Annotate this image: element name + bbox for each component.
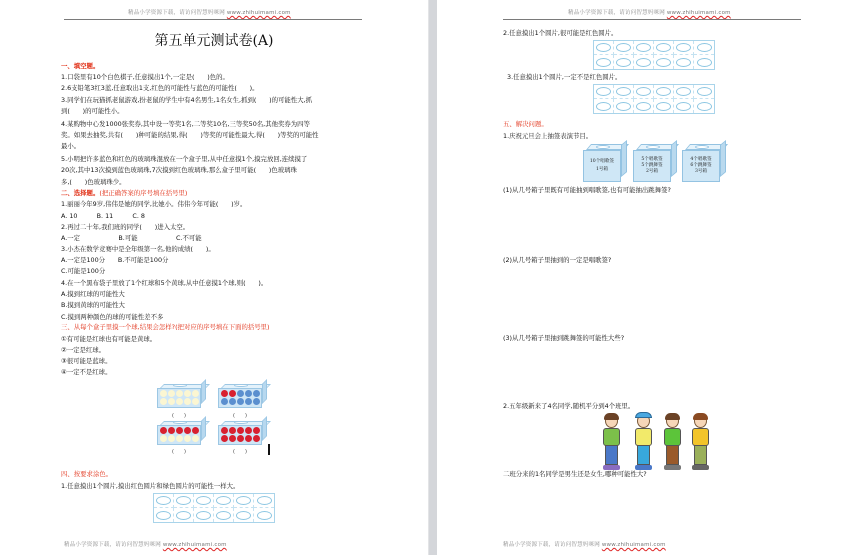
answer-paren-1: ( ) (172, 413, 186, 419)
page-gutter (428, 0, 437, 555)
circle-disc-icon[interactable] (697, 43, 712, 52)
ball-icon (160, 398, 167, 405)
s1-line-6: 奖。如果去抽奖,共有( )种可能的结果,得( )等奖的可能性最大,得( )等奖的可能性 (61, 131, 319, 139)
page-header (568, 8, 731, 16)
grid-cell[interactable] (634, 99, 654, 113)
grid-cell[interactable] (594, 99, 614, 113)
grid-cell[interactable] (594, 41, 614, 55)
ball-icon (192, 398, 199, 405)
page-footer (503, 540, 666, 548)
grid-cell[interactable] (214, 494, 234, 508)
circle-disc-icon[interactable] (216, 496, 231, 505)
grid-cell[interactable] (694, 85, 714, 99)
circle-disc-icon[interactable] (676, 102, 691, 111)
balls (221, 427, 260, 442)
ball-icon (229, 435, 236, 442)
boy-figure-2 (632, 414, 654, 472)
ball-icon (237, 435, 244, 442)
s5-p2-question: 二班分来的1名同学是男生还是女生,哪种可能性大? (503, 470, 647, 478)
ball-icon (184, 398, 191, 405)
circle-disc-icon[interactable] (616, 58, 631, 67)
balls (221, 390, 260, 405)
grid-cell[interactable] (614, 41, 634, 55)
circle-disc-icon[interactable] (636, 102, 651, 111)
circle-disc-icon[interactable] (236, 496, 251, 505)
circle-disc-icon[interactable] (676, 43, 691, 52)
box-content: 4个唱歌签 (690, 157, 712, 162)
lottery-box-1 (583, 144, 627, 182)
ball-icon (253, 427, 260, 434)
boy-figure-1 (600, 414, 622, 472)
circle-disc-icon[interactable] (156, 511, 171, 520)
grid-cell[interactable] (674, 41, 694, 55)
box-label: 3号箱 (694, 169, 708, 174)
ball-icon (221, 390, 228, 397)
footer-text: 精品小学资源下载，请访问智慧妈咪网 (503, 542, 600, 548)
grid-cell[interactable] (194, 508, 214, 522)
s3-option-3: ③很可能是蓝球。 (61, 357, 112, 365)
ball-icon (160, 427, 167, 434)
document-page-left (0, 0, 428, 555)
grid-cell[interactable] (654, 85, 674, 99)
circle-disc-icon[interactable] (156, 496, 171, 505)
grid-cell[interactable] (154, 494, 174, 508)
box-label: 1号箱 (595, 167, 609, 172)
s2-line-5: 3.小杰在数学竞赛中是全年级第一名,他的成绩( )。 (61, 245, 215, 253)
ball-icon (160, 435, 167, 442)
footer-text: 精品小学资源下载，请访问智慧妈咪网 (64, 542, 161, 548)
s1-line-8: 5.小明把许多蓝色和红色的玻璃珠混放在一个盒子里,从中任意摸1个,摸完放回,连续摸了 (61, 155, 308, 163)
lottery-box-2 (633, 144, 677, 182)
circle-disc-icon[interactable] (636, 58, 651, 67)
page-title: 第五单元测试卷(A) (154, 33, 274, 49)
ball-icon (168, 390, 175, 397)
ball-box-2 (218, 384, 268, 408)
s2-line-7: C.可能是100分 (61, 267, 106, 275)
ball-icon (168, 427, 175, 434)
header-text: 精品小学资源下载，请访问智慧妈咪网 (128, 10, 225, 16)
s4-q1: 1.任意摸出1个圆片,摸出红色圆片和绿色圆片的可能性一样大。 (61, 482, 240, 490)
grid-cell[interactable] (674, 85, 694, 99)
grid-cell[interactable] (694, 41, 714, 55)
grid-cell[interactable] (614, 85, 634, 99)
ball-icon (245, 427, 252, 434)
s1-line-7: 最小。 (61, 142, 81, 150)
s2-line-10: B.摸到黄球的可能性大 (61, 301, 125, 309)
section2-heading: 二、选择题。 (61, 189, 100, 197)
header-rule (64, 19, 362, 20)
ball-icon (229, 427, 236, 434)
s1-line-3: 3.同学们在玩猫抓老鼠游戏,扮老鼠的学生中有4名男生,1名女生,抓到( )的可能性大,抓 (61, 96, 313, 104)
grid-cell[interactable] (594, 55, 614, 69)
section4-heading: 四、按要求涂色。 (61, 470, 113, 478)
circle-disc-icon[interactable] (656, 102, 671, 111)
circle-disc-icon[interactable] (216, 511, 231, 520)
circle-disc-icon[interactable] (656, 87, 671, 96)
s4-q3: 3.任意摸出1个圆片,一定不是红色圆片。 (507, 73, 622, 81)
section2-heading-row (61, 189, 187, 197)
ball-icon (192, 435, 199, 442)
s2-line-6: A.一定是100分 B.不可能是100分 (61, 256, 169, 264)
ball-icon (221, 398, 228, 405)
box-label: 2号箱 (645, 169, 659, 174)
circle-disc-icon[interactable] (196, 496, 211, 505)
header-rule (503, 19, 801, 20)
circle-disc-icon[interactable] (596, 43, 611, 52)
section5-heading: 五、解决问题。 (503, 120, 548, 128)
grid-cell[interactable] (234, 508, 254, 522)
circle-disc-icon[interactable] (656, 58, 671, 67)
grid-cell[interactable] (154, 508, 174, 522)
header-text: 精品小学资源下载，请访问智慧妈咪网 (568, 10, 665, 16)
grid-cell[interactable] (614, 55, 634, 69)
circle-disc-icon[interactable] (616, 102, 631, 111)
box-content: 6个跳舞签 (690, 163, 712, 168)
circle-grid-3[interactable] (593, 84, 715, 114)
grid-cell[interactable] (254, 494, 274, 508)
s5-p2: 2.五年级新来了4名同学,随机平分到4个班里。 (503, 402, 635, 410)
grid-cell[interactable] (214, 508, 234, 522)
s1-line-5: 4.某购物中心发1000张奖券,其中设一等奖1名,二等奖10名,三等奖50名,其他奖券为四等 (61, 120, 310, 128)
circle-disc-icon[interactable] (236, 511, 251, 520)
s1-line-4: 到( )的可能性小。 (61, 107, 124, 115)
ball-icon (237, 398, 244, 405)
ball-icon (245, 398, 252, 405)
s1-line-9: 20次,其中13次摸到蓝色玻璃珠,7次摸到红色玻璃珠,那么盒子里可能( )色玻璃珠 (61, 166, 297, 174)
box-content: 10个唱歌签 (589, 159, 615, 164)
ball-icon (237, 390, 244, 397)
grid-cell[interactable] (694, 99, 714, 113)
circle-disc-icon[interactable] (196, 511, 211, 520)
grid-cell[interactable] (254, 508, 274, 522)
circle-disc-icon[interactable] (596, 58, 611, 67)
ball-icon (176, 435, 183, 442)
ball-icon (184, 435, 191, 442)
s1-line-1: 1.口袋里有10个白色棋子,任意摸出1个,一定是( )色的。 (61, 73, 229, 81)
s5-sub3: (3)从几号箱子里抽到跳舞签的可能性大些? (503, 334, 625, 342)
header-url[interactable]: www.zhihuimami.com (226, 10, 291, 16)
grid-cell[interactable] (634, 85, 654, 99)
s4-q2: 2.任意摸出1个圆片,很可能是红色圆片。 (503, 29, 618, 37)
grid-cell[interactable] (654, 41, 674, 55)
ball-icon (168, 398, 175, 405)
balls (160, 390, 199, 405)
grid-cell[interactable] (694, 55, 714, 69)
s3-option-1: ①有可能是红球也有可能是黄球。 (61, 335, 157, 343)
grid-cell[interactable] (234, 494, 254, 508)
ball-icon (176, 398, 183, 405)
circle-disc-icon[interactable] (257, 496, 272, 505)
s2-line-3: 2.再过二十年,我们班的同学( )进入太空。 (61, 223, 190, 231)
circle-disc-icon[interactable] (616, 87, 631, 96)
circle-disc-icon[interactable] (176, 496, 191, 505)
s3-option-4: ④一定不是红球。 (61, 368, 112, 376)
boy-figure-3 (661, 414, 683, 472)
s2-line-11: C.摸到两种颜色的球的可能性差不多 (61, 313, 164, 321)
s5-sub2: (2)从几号箱子里抽到的一定是唱歌签? (503, 256, 612, 264)
circle-grid-2[interactable] (593, 40, 715, 70)
ball-icon (221, 427, 228, 434)
ball-box-3 (157, 421, 207, 445)
section1-heading: 一、填空题。 (61, 62, 100, 70)
girl-figure (689, 414, 711, 472)
circle-disc-icon[interactable] (697, 58, 712, 67)
grid-cell[interactable] (634, 55, 654, 69)
lottery-box-3 (682, 144, 726, 182)
circle-disc-icon[interactable] (656, 43, 671, 52)
document-page-right (437, 0, 866, 555)
circle-disc-icon[interactable] (176, 511, 191, 520)
balls (160, 427, 199, 442)
answer-paren-2: ( ) (233, 413, 247, 419)
grid-cell[interactable] (654, 99, 674, 113)
s1-line-2: 2.6支铅笔3红3蓝,任意取出1支,红色的可能性与蓝色的可能性( )。 (61, 84, 259, 92)
s2-line-4: A.一定 B.可能 C.不可能 (61, 234, 202, 242)
page-header (128, 8, 291, 16)
s2-line-8: 4.在一个黑布袋子里放了1个红球和5个黄球,从中任意摸1个球,则( )。 (61, 279, 268, 287)
ball-icon (245, 435, 252, 442)
circle-disc-icon[interactable] (697, 102, 712, 111)
circle-disc-icon[interactable] (616, 43, 631, 52)
circle-disc-icon[interactable] (596, 87, 611, 96)
ball-icon (221, 435, 228, 442)
grid-cell[interactable] (614, 99, 634, 113)
ball-icon (192, 390, 199, 397)
circle-disc-icon[interactable] (596, 102, 611, 111)
circle-disc-icon[interactable] (636, 43, 651, 52)
s3-option-2: ②一定是红球。 (61, 346, 106, 354)
ball-icon (160, 390, 167, 397)
section3-heading: 三、从每个盒子里摸一个球,结果会怎样?(把对应的序号填在下面的括号里) (61, 323, 270, 331)
ball-icon (253, 398, 260, 405)
answer-paren-4: ( ) (233, 449, 247, 455)
grid-cell[interactable] (654, 55, 674, 69)
footer-url[interactable]: www.zhihuimami.com (162, 542, 227, 548)
circle-disc-icon[interactable] (676, 58, 691, 67)
circle-disc-icon[interactable] (636, 87, 651, 96)
header-url[interactable]: www.zhihuimami.com (666, 10, 731, 16)
ball-icon (192, 427, 199, 434)
page-footer (64, 540, 227, 548)
ball-icon (176, 390, 183, 397)
circle-grid-1[interactable] (153, 493, 275, 523)
ball-box-4 (218, 421, 268, 445)
circle-disc-icon[interactable] (697, 87, 712, 96)
ball-icon (229, 390, 236, 397)
s1-line-10: 多,( )色玻璃珠少。 (61, 178, 126, 186)
footer-url[interactable]: www.zhihuimami.com (601, 542, 666, 548)
grid-cell[interactable] (634, 41, 654, 55)
grid-cell[interactable] (174, 494, 194, 508)
ball-icon (176, 427, 183, 434)
ball-box-1 (157, 384, 207, 408)
s2-line-2: A. 10 B. 11 C. 8 (61, 212, 145, 220)
circle-disc-icon[interactable] (676, 87, 691, 96)
ball-icon (184, 427, 191, 434)
ball-icon (245, 390, 252, 397)
ball-icon (168, 435, 175, 442)
grid-cell[interactable] (674, 55, 694, 69)
circle-disc-icon[interactable] (257, 511, 272, 520)
ball-icon (184, 390, 191, 397)
grid-cell[interactable] (194, 494, 214, 508)
answer-paren-3: ( ) (172, 449, 186, 455)
grid-cell[interactable] (674, 99, 694, 113)
ball-icon (229, 398, 236, 405)
box-content: 5个跳舞签 (641, 163, 663, 168)
s5-sub1: (1)从几号箱子里既有可能抽到唱歌签,也有可能抽出跳舞签? (503, 186, 671, 194)
text-cursor (268, 444, 270, 455)
box-content: 5个唱歌签 (641, 157, 663, 162)
s2-line-1: 1.丽丽今年9岁,伟伟是她的同学,比她小。伟伟今年可能( )岁。 (61, 200, 247, 208)
grid-cell[interactable] (594, 85, 614, 99)
section2-note: (把正确答案的序号填在括号里) (99, 189, 188, 197)
ball-icon (237, 427, 244, 434)
s5-p1: 1.庆祝元旦会上抽签表演节目。 (503, 132, 593, 140)
ball-icon (253, 435, 260, 442)
ball-icon (253, 390, 260, 397)
grid-cell[interactable] (174, 508, 194, 522)
s2-line-9: A.摸到红球的可能性大 (61, 290, 125, 298)
